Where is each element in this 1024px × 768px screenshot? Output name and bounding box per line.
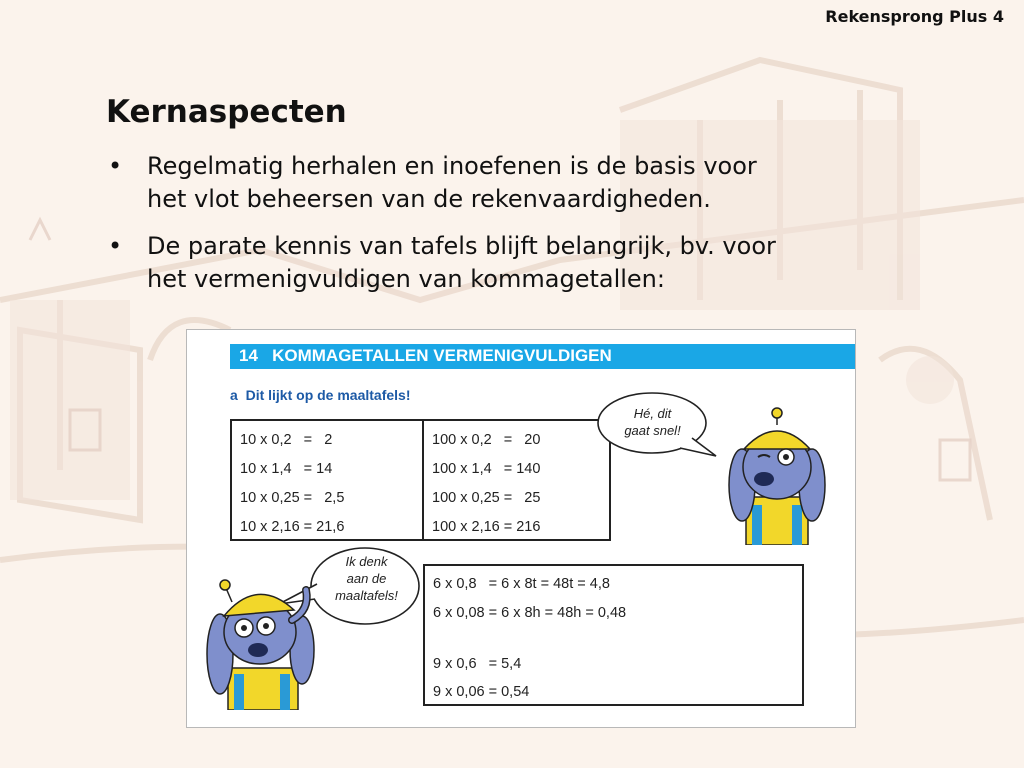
bullet-line: het vlot beheersen van de rekenvaardigheden. [147,185,711,213]
slide-title: Kernaspecten [106,94,347,130]
example-line: 6 x 0,8 = 6 x 8t = 48t = 4,8 [433,576,610,592]
example-line: 9 x 0,6 = 5,4 [433,656,522,672]
bubble-line: Hé, dit [633,406,672,421]
exercise-image [186,329,856,728]
bubble-text-bottom [319,553,414,604]
brand-label: Rekensprong Plus 4 [825,7,1004,26]
multiplication-table [230,419,611,541]
table-cell: 100 x 0,25 = 25 [432,490,541,506]
section-letter: a [230,387,238,403]
bullet-item [106,230,916,296]
table-cell: 10 x 0,2 = 2 [240,432,333,448]
table-divider [422,421,424,539]
table-cell: 100 x 2,16 = 216 [432,519,541,535]
section-title: Dit lijkt op de maaltafels! [245,387,411,403]
bullet-line: het vermenigvuldigen van kommagetallen: [147,265,665,293]
bullet-list [106,150,916,310]
section-heading [230,387,411,403]
table-cell: 10 x 0,25 = 2,5 [240,490,345,506]
table-cell: 100 x 0,2 = 20 [432,432,541,448]
bullet-marker: • [108,152,123,180]
bullet-line: Regelmatig herhalen en inoefenen is de basis voor [147,152,757,180]
bullet-line: De parate kennis van tafels blijft belangrijk, bv. voor [147,232,776,260]
table-cell: 100 x 1,4 = 140 [432,461,541,477]
table-cell: 10 x 1,4 = 14 [240,461,333,477]
example-line: 9 x 0,06 = 0,54 [433,684,530,700]
bubble-line: maaltafels! [335,588,398,603]
dog-character-winking [722,405,837,545]
exercise-header [239,346,612,366]
exercise-number: 14 [239,346,258,365]
decimal-examples-box [423,564,804,706]
table-cell: 10 x 2,16 = 21,6 [240,519,345,535]
example-line: 6 x 0,08 = 6 x 8h = 48h = 0,48 [433,605,627,621]
bullet-item [106,150,916,216]
dog-character-thinking [202,570,327,710]
bubble-text-top [605,405,700,439]
bubble-line: aan de [346,571,387,586]
bullet-marker: • [108,232,123,260]
exercise-title: KOMMAGETALLEN VERMENIGVULDIGEN [272,346,612,365]
bubble-line: Ik denk [345,554,388,569]
bubble-line: gaat snel! [624,423,681,438]
